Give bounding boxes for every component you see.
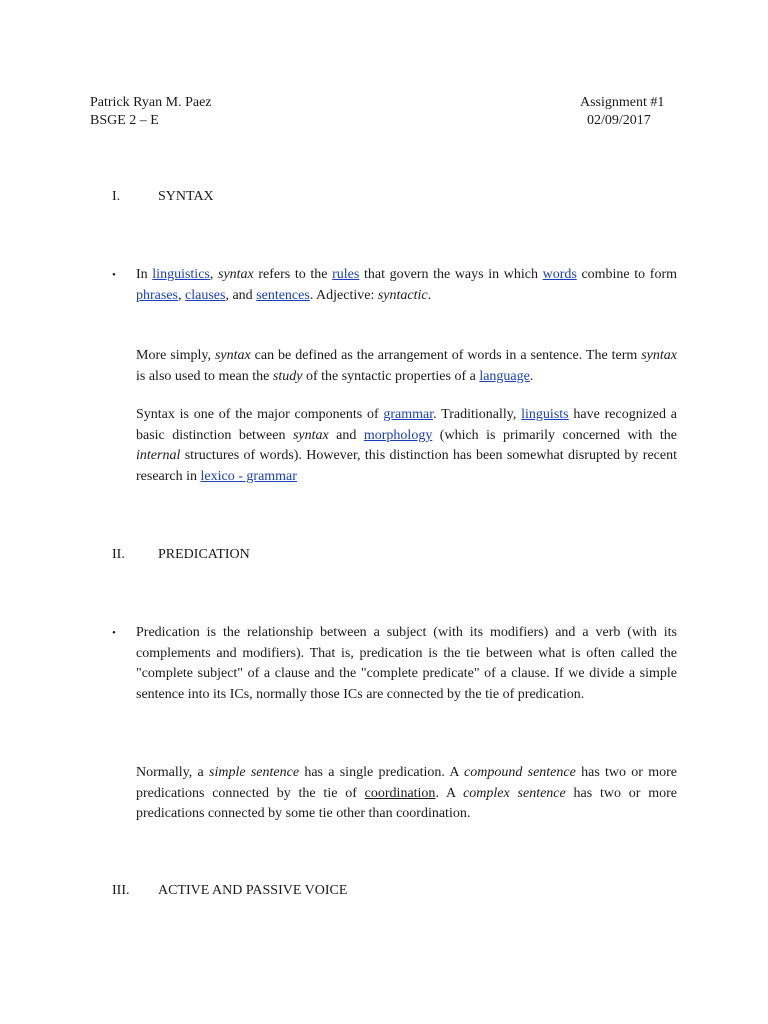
text: , bbox=[209, 267, 218, 282]
author-name: Patrick Ryan M. Paez bbox=[90, 95, 212, 110]
italic-term: internal bbox=[136, 448, 181, 464]
section-title: SYNTAX bbox=[158, 189, 214, 204]
italic-term: syntax bbox=[641, 348, 677, 363]
text: of the syntactic properties of a bbox=[302, 368, 480, 384]
text: . Adjective: bbox=[309, 287, 378, 303]
assignment-number: Assignment #1 bbox=[580, 95, 665, 110]
text: . bbox=[529, 368, 534, 384]
text: that govern the ways in which bbox=[359, 267, 543, 282]
section-title: ACTIVE AND PASSIVE VOICE bbox=[158, 883, 348, 898]
link-lexico-grammar[interactable]: lexico - grammar bbox=[200, 469, 297, 485]
syntax-components-paragraph bbox=[136, 405, 677, 488]
link-grammar[interactable]: grammar bbox=[383, 407, 434, 422]
link-linguistics[interactable]: linguistics bbox=[152, 267, 210, 282]
text: Normally, a bbox=[136, 765, 210, 780]
text: Syntax is one of the major components of bbox=[136, 407, 384, 422]
text: have recognized a basic distinction between bbox=[136, 407, 677, 443]
text: . A bbox=[435, 785, 464, 801]
text: In bbox=[136, 267, 153, 282]
assignment-date: 02/09/2017 bbox=[587, 113, 651, 128]
section-number: I. bbox=[112, 189, 121, 204]
section-title: PREDICATION bbox=[158, 547, 250, 562]
link-rules[interactable]: rules bbox=[332, 267, 360, 282]
course-section: BSGE 2 – E bbox=[90, 113, 159, 128]
section-number: III. bbox=[112, 883, 130, 898]
text: combine to form bbox=[576, 267, 678, 282]
italic-term: syntax bbox=[214, 348, 251, 363]
underlined-term: coordination bbox=[364, 785, 436, 801]
link-phrases[interactable]: phrases bbox=[136, 287, 178, 303]
link-clauses[interactable]: clauses bbox=[185, 287, 226, 303]
link-sentences[interactable]: sentences bbox=[256, 287, 310, 303]
text: (which is primarily concerned with the bbox=[432, 427, 677, 443]
text: has two or more predications connected by some tie other than coordination. bbox=[136, 785, 677, 822]
link-morphology[interactable]: morphology bbox=[363, 427, 433, 443]
italic-term: simple sentence bbox=[209, 765, 300, 780]
italic-term: complex sentence bbox=[463, 785, 566, 801]
predication-types-paragraph bbox=[136, 763, 677, 825]
syntax-definition-paragraph bbox=[136, 265, 677, 306]
text: , bbox=[178, 287, 185, 303]
section-number: II. bbox=[112, 547, 125, 562]
syntax-simple-paragraph bbox=[136, 346, 677, 387]
text: is also used to mean the bbox=[136, 368, 273, 384]
text: . Traditionally, bbox=[433, 407, 522, 422]
text: . bbox=[427, 287, 432, 303]
text: refers to the bbox=[253, 267, 333, 282]
text: has two or more predications connected by the tie of bbox=[136, 765, 678, 801]
predication-definition-paragraph: Predication is the relationship between a subject (with its modifiers) and a verb (with its complements and modifiers). That is, predication is the tie between what is often called the "complete subject" of a clause and the "complete predicate" of a clause. If we divide a simple sentence into its ICs, normally those ICs are connected by the tie of predication. bbox=[136, 625, 677, 703]
text: has a single predication. A bbox=[299, 765, 465, 780]
text: and bbox=[328, 427, 364, 443]
text: can be defined as the arrangement of words in a sentence. The term bbox=[250, 348, 642, 363]
link-linguists[interactable]: linguists bbox=[521, 407, 569, 422]
bullet-icon: • bbox=[112, 627, 116, 639]
text: structures of words). However, this distinction has been somewhat disrupted by recent research in bbox=[136, 448, 677, 485]
italic-term: syntax bbox=[292, 427, 329, 443]
italic-term: syntactic bbox=[377, 287, 428, 303]
text: More simply, bbox=[136, 348, 215, 363]
bullet-icon: • bbox=[112, 269, 116, 281]
link-language[interactable]: language bbox=[479, 368, 530, 384]
italic-term: syntax bbox=[218, 267, 254, 282]
text: , and bbox=[225, 287, 257, 303]
italic-term: compound sentence bbox=[464, 765, 576, 780]
italic-term: study bbox=[272, 368, 303, 384]
link-words[interactable]: words bbox=[542, 267, 577, 282]
